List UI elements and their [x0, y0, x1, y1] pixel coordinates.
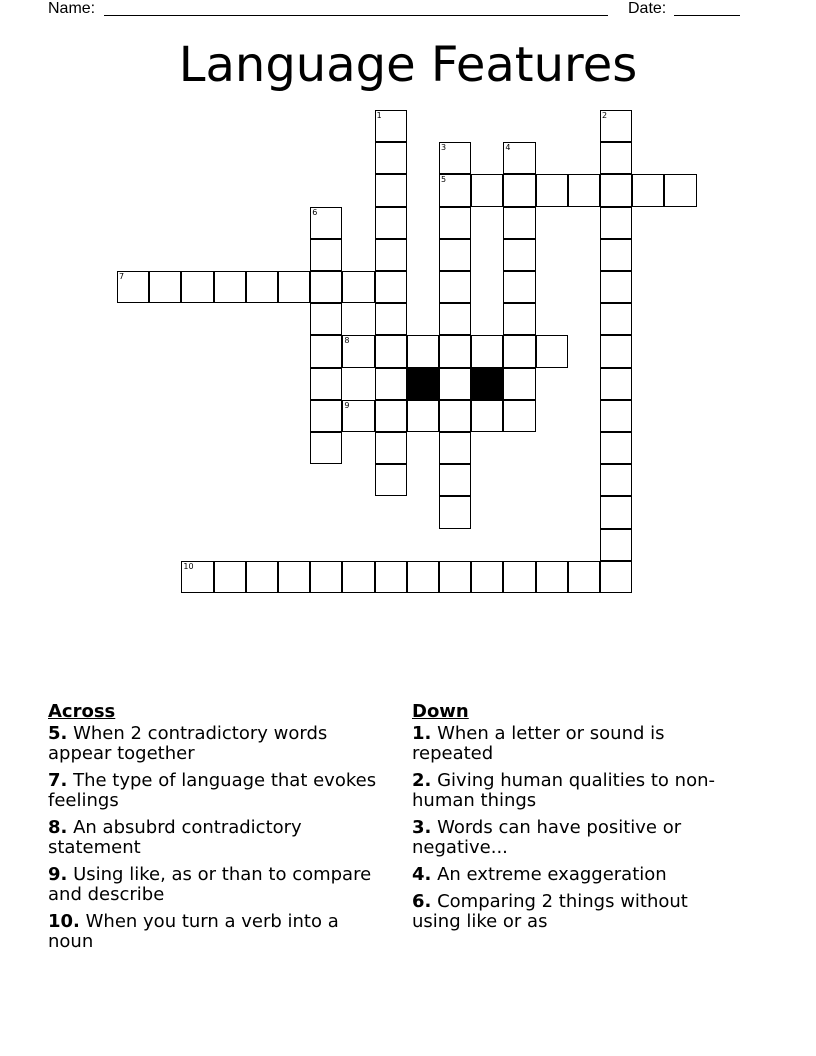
- grid-cell[interactable]: [536, 561, 568, 593]
- page-title: Language Features: [178, 37, 638, 93]
- grid-cell[interactable]: [214, 271, 246, 303]
- grid-cell[interactable]: [600, 207, 632, 239]
- grid-cell[interactable]: [439, 174, 471, 206]
- clue-text: Giving human qualities to non-human things: [412, 770, 715, 811]
- grid-cell[interactable]: [536, 335, 568, 367]
- grid-cell[interactable]: [310, 561, 342, 593]
- clue-text: When a letter or sound is repeated: [412, 723, 665, 764]
- down-clue: [412, 892, 742, 932]
- across-heading: Across: [48, 701, 116, 722]
- grid-cell[interactable]: [600, 464, 632, 496]
- clue-text: Words can have positive or negative...: [412, 817, 682, 858]
- grid-cell[interactable]: [439, 561, 471, 593]
- grid-cell[interactable]: [310, 368, 342, 400]
- grid-cell[interactable]: [503, 174, 535, 206]
- clue-text: When 2 contradictory words appear together: [48, 723, 328, 764]
- clue-number: 5: [441, 175, 447, 185]
- grid-cell[interactable]: [278, 561, 310, 593]
- grid-cell[interactable]: [600, 110, 632, 142]
- grid-cell[interactable]: [439, 368, 471, 400]
- grid-cell[interactable]: [375, 464, 407, 496]
- grid-cell[interactable]: [503, 303, 535, 335]
- clue-number: 3.: [412, 817, 432, 838]
- grid-cell[interactable]: [149, 271, 181, 303]
- down-clue: [412, 724, 742, 764]
- grid-cell[interactable]: [600, 368, 632, 400]
- clue-number: 8: [344, 336, 350, 346]
- clue-number: 7.: [48, 770, 68, 791]
- grid-cell[interactable]: [342, 400, 374, 432]
- clue-number: 6: [312, 207, 318, 217]
- clue-number: 9: [344, 400, 350, 410]
- grid-cell[interactable]: [503, 142, 535, 174]
- clue-number: 4: [505, 143, 511, 153]
- grid-cell[interactable]: [503, 239, 535, 271]
- grid-cell[interactable]: [600, 496, 632, 528]
- clue-number: 8.: [48, 817, 68, 838]
- grid-cell[interactable]: [439, 142, 471, 174]
- grid-cell[interactable]: [375, 368, 407, 400]
- grid-cell[interactable]: [503, 368, 535, 400]
- down-clue: [412, 818, 742, 858]
- grid-cell[interactable]: [664, 174, 696, 206]
- grid-cell[interactable]: [439, 303, 471, 335]
- name-label: Name:: [48, 0, 96, 17]
- across-clue-list: [48, 724, 378, 952]
- grid-cell[interactable]: [503, 207, 535, 239]
- clue-number: 10.: [48, 911, 80, 932]
- grid-cell[interactable]: [310, 303, 342, 335]
- grid-block: [407, 368, 439, 400]
- clue-number: 2: [602, 111, 608, 120]
- clue-text: The type of language that evokes feelings: [48, 770, 377, 811]
- grid-cell[interactable]: [375, 432, 407, 464]
- grid-cell[interactable]: [439, 207, 471, 239]
- clue-number: 4.: [412, 864, 432, 885]
- grid-cell[interactable]: [375, 207, 407, 239]
- grid-cell[interactable]: [600, 271, 632, 303]
- grid-cell[interactable]: [503, 400, 535, 432]
- grid-cell[interactable]: [375, 110, 407, 142]
- grid-cell[interactable]: [310, 271, 342, 303]
- down-clue: [412, 771, 742, 811]
- grid-cell[interactable]: [407, 561, 439, 593]
- grid-cell[interactable]: [117, 271, 149, 303]
- clue-number: 5.: [48, 723, 68, 744]
- clue-number: 1.: [412, 723, 432, 744]
- grid-cell[interactable]: [471, 174, 503, 206]
- across-clue: [48, 771, 378, 811]
- grid-cell[interactable]: [407, 400, 439, 432]
- grid-cell[interactable]: [536, 174, 568, 206]
- clue-number: 10: [183, 561, 194, 571]
- grid-cell[interactable]: [310, 432, 342, 464]
- grid-cell[interactable]: [600, 561, 632, 593]
- grid-cell[interactable]: [600, 174, 632, 206]
- clue-text: Using like, as or than to compare and describe: [48, 864, 372, 905]
- grid-cell[interactable]: [568, 174, 600, 206]
- across-clue: [48, 865, 378, 905]
- grid-cell[interactable]: [600, 432, 632, 464]
- across-clues: [48, 700, 378, 959]
- clue-text: An extreme exaggeration: [431, 864, 667, 885]
- grid-cell[interactable]: [600, 400, 632, 432]
- grid-cell[interactable]: [600, 529, 632, 561]
- grid-cell[interactable]: [375, 303, 407, 335]
- across-clue: [48, 724, 378, 764]
- grid-cell[interactable]: [310, 207, 342, 239]
- clue-text: An absubrd contradictory statement: [48, 817, 302, 858]
- down-heading: Down: [412, 701, 469, 722]
- down-clue: [412, 865, 742, 885]
- grid-cell[interactable]: [600, 142, 632, 174]
- grid-cell[interactable]: [568, 561, 600, 593]
- grid-cell[interactable]: [310, 335, 342, 367]
- grid-cell[interactable]: [503, 335, 535, 367]
- grid-cell[interactable]: [342, 271, 374, 303]
- grid-cell[interactable]: [471, 400, 503, 432]
- clue-number: 1: [376, 111, 382, 120]
- grid-cell[interactable]: [310, 400, 342, 432]
- clue-number: 9.: [48, 864, 68, 885]
- grid-cell[interactable]: [375, 239, 407, 271]
- grid-cell[interactable]: [246, 561, 278, 593]
- clue-number: 6.: [412, 891, 432, 912]
- grid-cell[interactable]: [600, 335, 632, 367]
- clue-number: 2.: [412, 770, 432, 791]
- grid-cell[interactable]: [375, 335, 407, 367]
- grid-cell[interactable]: [600, 303, 632, 335]
- clue-text: When you turn a verb into a noun: [48, 911, 339, 952]
- grid-cell[interactable]: [632, 174, 664, 206]
- date-label: Date:: [628, 0, 667, 17]
- grid-cell[interactable]: [407, 335, 439, 367]
- grid-cell[interactable]: [439, 464, 471, 496]
- grid-cell[interactable]: [439, 496, 471, 528]
- clue-number: 7: [119, 272, 125, 281]
- down-clue-list: [412, 724, 742, 932]
- grid-cell[interactable]: [600, 239, 632, 271]
- grid-cell[interactable]: [471, 561, 503, 593]
- across-clue: [48, 912, 378, 952]
- grid-cell[interactable]: [503, 561, 535, 593]
- grid-cell[interactable]: [439, 432, 471, 464]
- clue-text: Comparing 2 things without using like or as: [412, 891, 688, 932]
- grid-cell[interactable]: [375, 561, 407, 593]
- grid-block: [471, 368, 503, 400]
- grid-cell[interactable]: [278, 271, 310, 303]
- grid-cell[interactable]: [439, 335, 471, 367]
- grid-cell[interactable]: [439, 271, 471, 303]
- grid-cell[interactable]: [471, 335, 503, 367]
- grid-cell[interactable]: [181, 561, 213, 593]
- grid-cell[interactable]: [375, 271, 407, 303]
- clue-number: 3: [441, 143, 447, 153]
- grid-cell[interactable]: [375, 400, 407, 432]
- grid-cell[interactable]: [310, 239, 342, 271]
- grid-cell[interactable]: [246, 271, 278, 303]
- grid-cell[interactable]: [503, 271, 535, 303]
- grid-cell[interactable]: [342, 335, 374, 367]
- grid-cell[interactable]: [375, 174, 407, 206]
- grid-cell[interactable]: [439, 400, 471, 432]
- grid-cell[interactable]: [342, 561, 374, 593]
- across-clue: [48, 818, 378, 858]
- grid-cell[interactable]: [375, 142, 407, 174]
- grid-cell[interactable]: [439, 239, 471, 271]
- grid-cell[interactable]: [214, 561, 246, 593]
- down-clues: [412, 700, 742, 939]
- grid-cell[interactable]: [181, 271, 213, 303]
